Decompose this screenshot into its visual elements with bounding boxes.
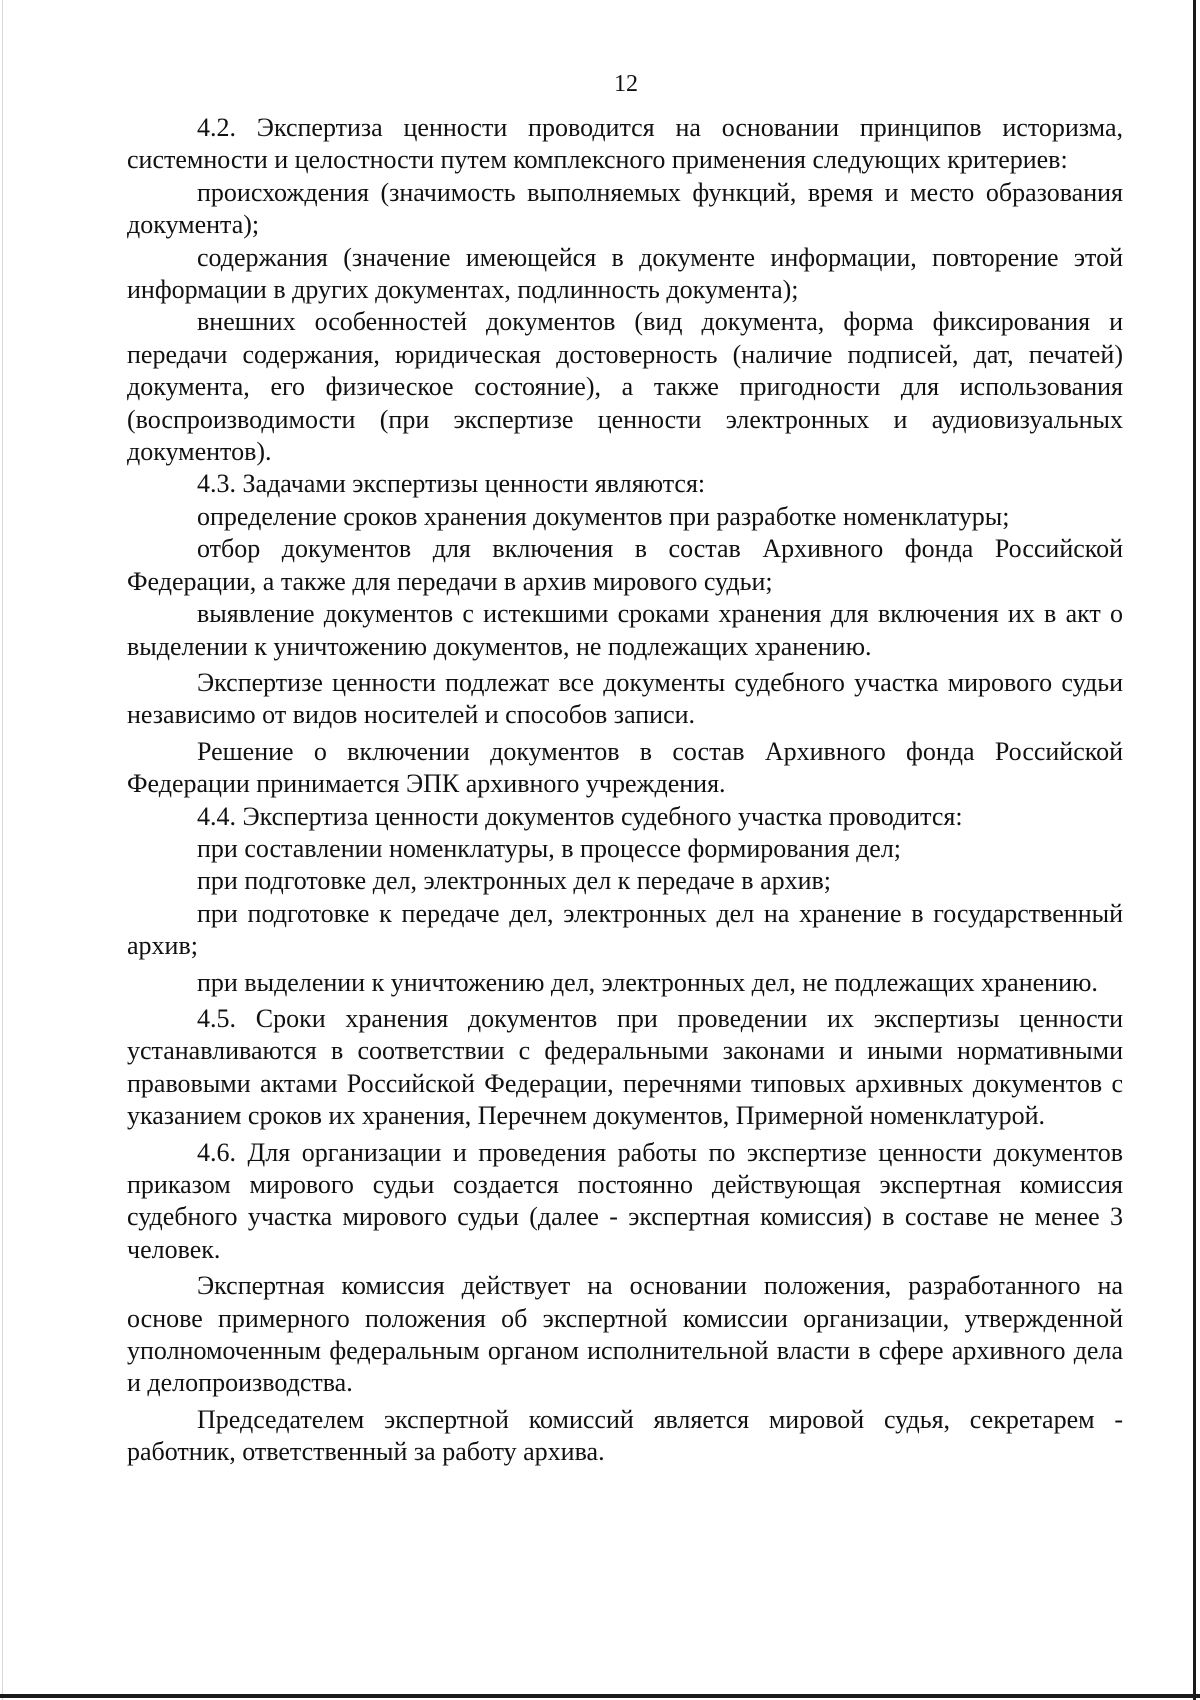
paragraph-when-nomenclature: при составлении номенклатуры, в процессе формирования дел; [197,833,902,863]
paragraph-4-2: 4.2. Экспертиза ценности проводится на основании принципов историзма, системности и целостности путем комплексного применения следующих критериев: [127,113,1123,175]
paragraph-criterion-external: внешних особенностей документов (вид документа, форма фиксирования и передачи содержания, юридическая достоверность (наличие подписей, дат, печатей) документа, его физическое состояние), а также пригодности для использования (воспроизводимости (при экспертизе ценности электронных и аудиовизуальных документов). [127,307,1123,467]
paragraph-4-6: 4.6. Для организации и проведения работы по экспертизе ценности документов приказом мирового судьи создается постоянно действующая экспертная комиссия судебного участка мирового судьи (далее - экспертная комиссия) в составе не менее 3 человек. [127,1137,1123,1264]
scan-edge-left [2,0,3,1700]
page-number: 12 [614,71,638,97]
paragraph-when-archive-transfer: при подготовке дел, электронных дел к передаче в архив; [197,866,832,896]
document-page [127,62,1123,1469]
paragraph-4-3: 4.3. Задачами экспертизы ценности являются: [197,469,706,499]
paragraph-task-expired: выявление документов с истекшими сроками хранения для включения их в акт о выделении к уничтожению документов, не подлежащих хранению. [127,599,1123,661]
paragraph-4-5: 4.5. Сроки хранения документов при проведении их экспертизы ценности устанавливаются в соответствии с федеральными законами и иными нормативными правовыми актами Российской Федерации, перечнями типовых архивных документов с указанием сроков их хранения, Перечнем документов, Примерной номенклатурой. [127,1003,1123,1131]
paragraph-subject-to-expertise: Экспертизе ценности подлежат все документы судебного участка мирового судьи независимо от видов носителей и способов записи. [127,667,1123,730]
paragraph-criterion-origin: происхождения (значимость выполняемых функций, время и место образования документа); [127,177,1123,240]
paragraph-task-selection: отбор документов для включения в состав Архивного фонда Российской Федерации, а также для передачи в архив мирового судьи; [127,534,1123,596]
paragraph-archive-fund-decision: Решение о включении документов в состав Архивного фонда Российской Федерации принимается ЭПК архивного учреждения. [127,736,1123,799]
scan-edge-right [1193,0,1196,1700]
paragraph-criterion-content: содержания (значение имеющейся в документе информации, повторение этой информации в других документах, подлинность документа); [127,242,1123,305]
paragraph-when-state-archive: при подготовке к передаче дел, электронных дел на хранение в государственный архив; [127,898,1123,961]
scan-edge-bottom [0,1694,1200,1698]
paragraph-when-destruction: при выделении к уничтожению дел, электронных дел, не подлежащих хранению. [197,967,1098,997]
paragraph-4-4: 4.4. Экспертиза ценности документов судебного участка проводится: [197,801,963,831]
paragraph-commission-regulation: Экспертная комиссия действует на основании положения, разработанного на основе примерного положения об экспертной комиссии организации, утвержденной уполномоченным федеральным органом исполнительной власти в сфере архивного дела и делопроизводства. [127,1271,1123,1398]
paragraph-task-terms: определение сроков хранения документов при разработке номенклатуры; [197,501,1010,531]
paragraph-commission-chair: Председателем экспертной комиссий является мировой судья, секретарем - работник, ответственный за работу архива. [127,1404,1123,1467]
